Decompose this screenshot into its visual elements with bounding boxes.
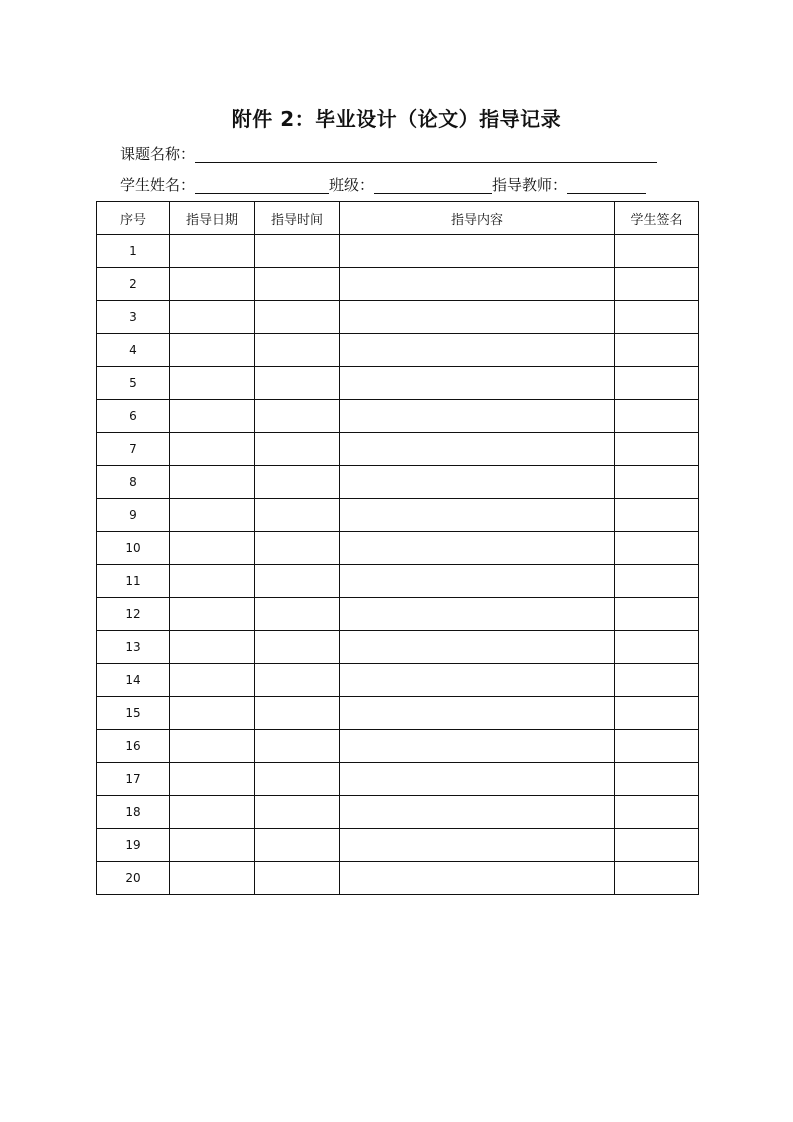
time-cell[interactable] [255,796,340,829]
time-cell[interactable] [255,334,340,367]
row-number-cell: 8 [97,466,170,499]
table-header-row [97,202,699,235]
content-cell[interactable] [340,829,615,862]
signature-cell[interactable] [615,730,699,763]
table-row [97,862,699,895]
date-cell[interactable] [170,565,255,598]
content-cell[interactable] [340,532,615,565]
time-cell[interactable] [255,697,340,730]
table-row [97,532,699,565]
row-number-cell: 4 [97,334,170,367]
row-number-cell: 14 [97,664,170,697]
signature-cell[interactable] [615,796,699,829]
student-name-input-line[interactable] [195,175,329,194]
header-signature: 学生签名 [615,202,699,235]
header-content: 指导内容 [340,202,615,235]
row-number-cell: 17 [97,763,170,796]
date-cell[interactable] [170,697,255,730]
time-cell[interactable] [255,367,340,400]
content-cell[interactable] [340,730,615,763]
content-cell[interactable] [340,367,615,400]
row-number-cell: 2 [97,268,170,301]
table-row [97,499,699,532]
signature-cell[interactable] [615,268,699,301]
row-number-cell: 12 [97,598,170,631]
content-cell[interactable] [340,235,615,268]
table-row [97,730,699,763]
row-number-cell: 6 [97,400,170,433]
time-cell[interactable] [255,664,340,697]
signature-cell[interactable] [615,598,699,631]
teacher-input-line[interactable] [567,175,646,194]
signature-cell[interactable] [615,400,699,433]
signature-cell[interactable] [615,532,699,565]
content-cell[interactable] [340,631,615,664]
signature-cell[interactable] [615,565,699,598]
date-cell[interactable] [170,499,255,532]
topic-label: 课题名称： [120,145,196,163]
content-cell[interactable] [340,301,615,334]
time-cell[interactable] [255,862,340,895]
date-cell[interactable] [170,829,255,862]
class-label: 班级： [329,176,375,194]
time-cell[interactable] [255,400,340,433]
document-title: 附件 2：毕业设计（论文）指导记录 [231,107,562,131]
row-number-cell: 10 [97,532,170,565]
content-cell[interactable] [340,433,615,466]
guidance-record-table [96,201,699,895]
table-row [97,829,699,862]
content-cell[interactable] [340,334,615,367]
table-row [97,235,699,268]
date-cell[interactable] [170,532,255,565]
time-cell[interactable] [255,268,340,301]
table-row [97,301,699,334]
date-cell[interactable] [170,400,255,433]
signature-cell[interactable] [615,697,699,730]
content-cell[interactable] [340,466,615,499]
table-row [97,631,699,664]
content-cell[interactable] [340,565,615,598]
time-cell[interactable] [255,829,340,862]
table-row [97,400,699,433]
content-cell[interactable] [340,862,615,895]
time-cell[interactable] [255,301,340,334]
date-cell[interactable] [170,268,255,301]
signature-cell[interactable] [615,862,699,895]
row-number-cell: 19 [97,829,170,862]
content-cell[interactable] [340,268,615,301]
signature-cell[interactable] [615,334,699,367]
signature-cell[interactable] [615,763,699,796]
time-cell[interactable] [255,499,340,532]
time-cell[interactable] [255,433,340,466]
content-cell[interactable] [340,598,615,631]
time-cell[interactable] [255,763,340,796]
date-cell[interactable] [170,631,255,664]
table-row [97,664,699,697]
signature-cell[interactable] [615,466,699,499]
date-cell[interactable] [170,334,255,367]
time-cell[interactable] [255,598,340,631]
signature-cell[interactable] [615,664,699,697]
row-number-cell: 3 [97,301,170,334]
row-number-cell: 7 [97,433,170,466]
teacher-label: 指导教师： [492,176,568,194]
table-row [97,433,699,466]
content-cell[interactable] [340,499,615,532]
date-cell[interactable] [170,466,255,499]
table-row [97,268,699,301]
table-row [97,334,699,367]
student-name-label: 学生姓名： [120,176,196,194]
time-cell[interactable] [255,631,340,664]
content-cell[interactable] [340,796,615,829]
date-cell[interactable] [170,433,255,466]
date-cell[interactable] [170,367,255,400]
signature-cell[interactable] [615,235,699,268]
table-row [97,697,699,730]
time-cell[interactable] [255,565,340,598]
row-number-cell: 9 [97,499,170,532]
signature-cell[interactable] [615,631,699,664]
date-cell[interactable] [170,763,255,796]
row-number-cell: 16 [97,730,170,763]
row-number-cell: 11 [97,565,170,598]
content-cell[interactable] [340,664,615,697]
table-row [97,466,699,499]
topic-input-line[interactable] [195,144,657,163]
date-cell[interactable] [170,796,255,829]
date-cell[interactable] [170,598,255,631]
time-cell[interactable] [255,532,340,565]
row-number-cell: 20 [97,862,170,895]
signature-cell[interactable] [615,829,699,862]
header-date: 指导日期 [170,202,255,235]
table-row [97,565,699,598]
student-info-row [120,173,646,197]
content-cell[interactable] [340,400,615,433]
date-cell[interactable] [170,664,255,697]
content-cell[interactable] [340,697,615,730]
header-seq: 序号 [97,202,170,235]
time-cell[interactable] [255,466,340,499]
signature-cell[interactable] [615,367,699,400]
signature-cell[interactable] [615,301,699,334]
row-number-cell: 18 [97,796,170,829]
table-row [97,598,699,631]
date-cell[interactable] [170,235,255,268]
table-row [97,763,699,796]
row-number-cell: 15 [97,697,170,730]
date-cell[interactable] [170,730,255,763]
table-row [97,367,699,400]
topic-field-row [120,142,657,166]
date-cell[interactable] [170,862,255,895]
table-row [97,796,699,829]
row-number-cell: 1 [97,235,170,268]
row-number-cell: 13 [97,631,170,664]
signature-cell[interactable] [615,433,699,466]
time-cell[interactable] [255,235,340,268]
content-cell[interactable] [340,763,615,796]
time-cell[interactable] [255,730,340,763]
signature-cell[interactable] [615,499,699,532]
class-input-line[interactable] [374,175,492,194]
header-time: 指导时间 [255,202,340,235]
row-number-cell: 5 [97,367,170,400]
date-cell[interactable] [170,301,255,334]
